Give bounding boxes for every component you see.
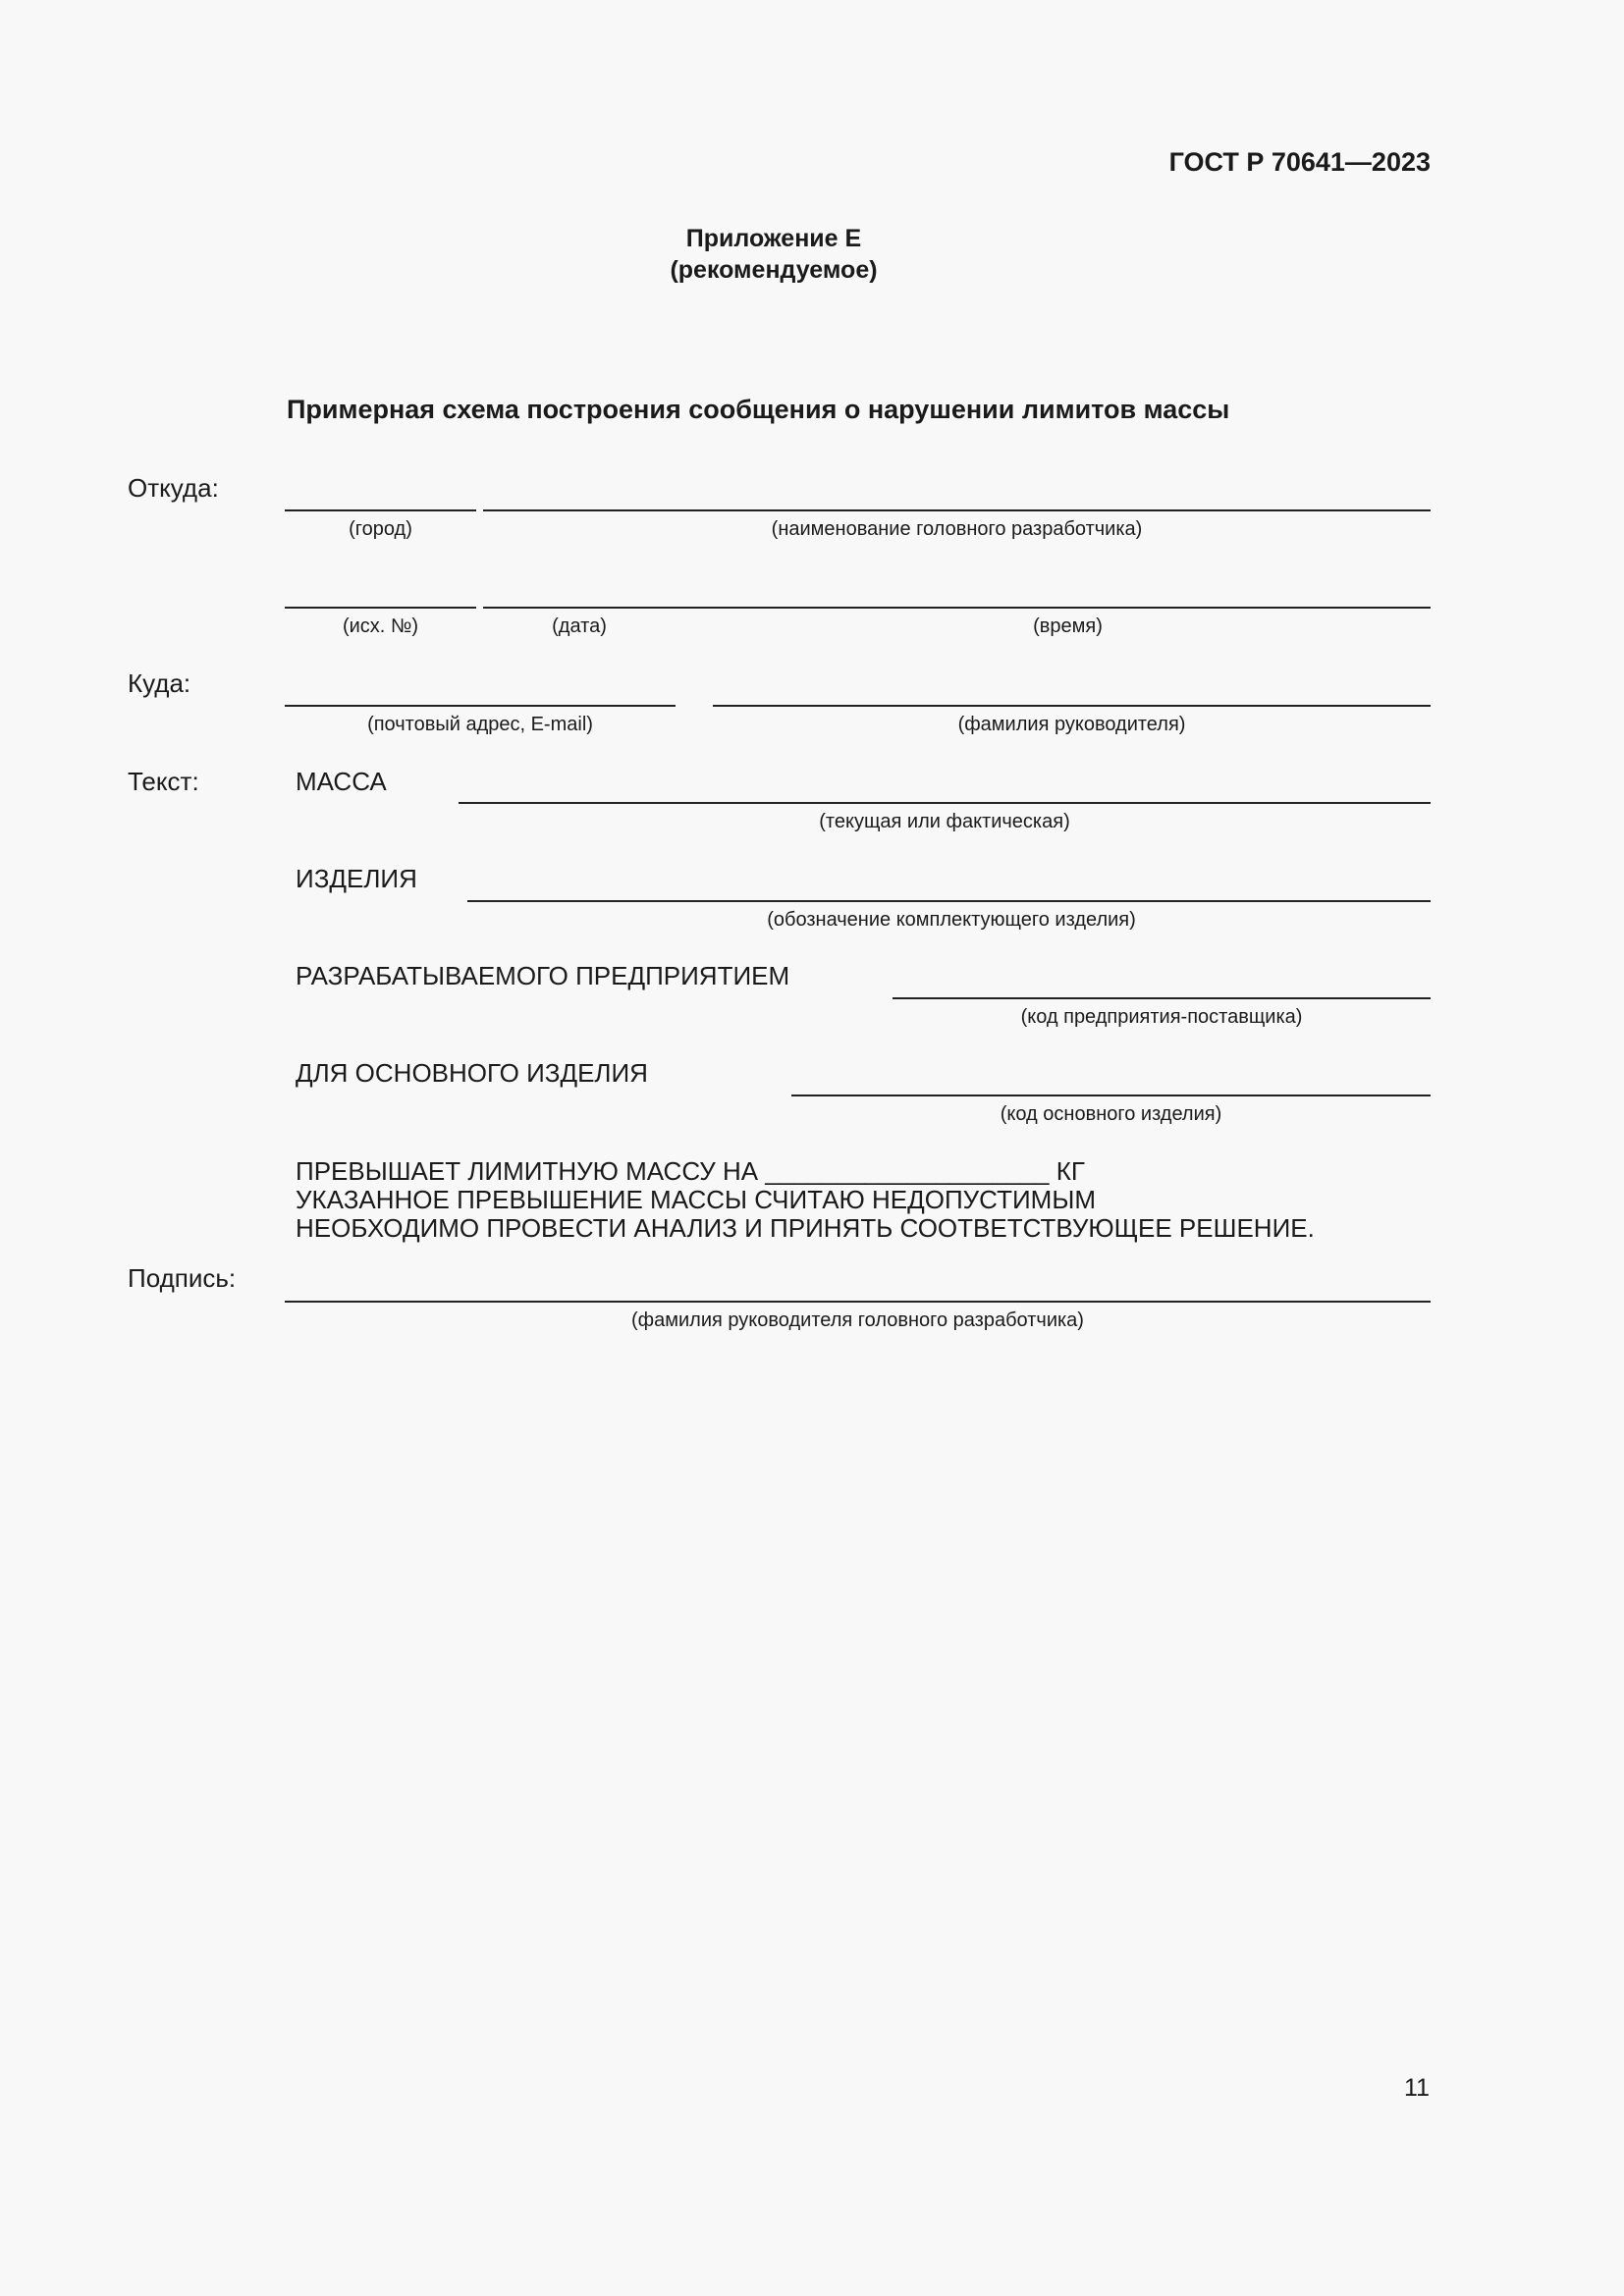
mass-text: МАССА — [296, 767, 387, 796]
developed-by-text: РАЗРАБАТЫВАЕМОГО ПРЕДПРИЯТИЕМ — [296, 961, 790, 990]
appendix-title: Приложение Е — [685, 225, 862, 252]
item-line[interactable] — [467, 900, 1431, 902]
city-caption: (город) — [349, 518, 412, 540]
time-caption: (время) — [1033, 615, 1103, 637]
main-item-code-caption: (код основного изделия) — [1000, 1103, 1222, 1125]
exceeds-text: ПРЕВЫШАЕТ ЛИМИТНУЮ МАССУ НА ____________________ КГ — [296, 1156, 1085, 1186]
out-number-caption: (исх. №) — [342, 615, 419, 637]
signature-line[interactable] — [285, 1301, 1431, 1303]
action-text: НЕОБХОДИМО ПРОВЕСТИ АНАЛИЗ И ПРИНЯТЬ СООТВЕТСТВУЮЩЕЕ РЕШЕНИЕ. — [296, 1213, 1315, 1243]
head-caption: (фамилия руководителя) — [957, 714, 1186, 735]
mass-caption: (текущая или фактическая) — [819, 811, 1070, 832]
out-number-line[interactable] — [285, 607, 476, 609]
form-heading: Примерная схема построения сообщения о нарушении лимитов массы — [287, 395, 1230, 424]
text-label: Текст: — [128, 767, 199, 796]
item-caption: (обозначение комплектующего изделия) — [767, 909, 1136, 931]
to-label: Куда: — [128, 668, 191, 698]
main-item-text: ДЛЯ ОСНОВНОГО ИЗДЕЛИЯ — [296, 1058, 648, 1088]
page-number: 11 — [1404, 2074, 1430, 2102]
unacceptable-text: УКАЗАННОЕ ПРЕВЫШЕНИЕ МАССЫ СЧИТАЮ НЕДОПУСТИМЫМ — [296, 1185, 1097, 1214]
standard-designation: ГОСТ Р 70641—2023 — [1168, 147, 1431, 177]
city-line[interactable] — [285, 509, 476, 511]
address-line[interactable] — [285, 705, 676, 707]
head-line[interactable] — [713, 705, 1431, 707]
developer-caption: (наименование головного разработчика) — [771, 518, 1143, 540]
supplier-code-caption: (код предприятия-поставщика) — [1020, 1006, 1303, 1028]
date-caption: (дата) — [552, 615, 607, 637]
developer-line[interactable] — [483, 509, 1431, 511]
signature-label: Подпись: — [128, 1263, 237, 1293]
appendix-subtitle: (рекомендуемое) — [670, 256, 878, 284]
supplier-code-line[interactable] — [893, 997, 1431, 999]
address-caption: (почтовый адрес, E-mail) — [367, 714, 593, 735]
date-time-line[interactable] — [483, 607, 1431, 609]
main-item-code-line[interactable] — [791, 1095, 1431, 1096]
item-text: ИЗДЕЛИЯ — [296, 864, 417, 893]
mass-line[interactable] — [459, 802, 1431, 804]
signature-caption: (фамилия руководителя головного разработчика) — [631, 1309, 1084, 1331]
from-label: Откуда: — [128, 473, 219, 503]
